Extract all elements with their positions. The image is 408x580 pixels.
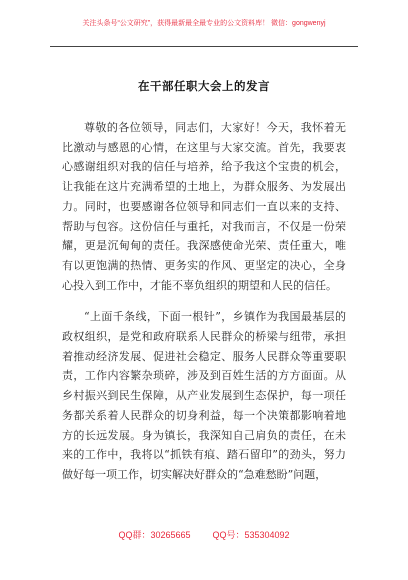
header-divider (50, 46, 358, 47)
paragraph-2: “上面千条线，下面一根针”，乡镇作为我国最基层的政权组织，是党和政府联系人民群众的桥梁与纽带，承担着推动经济发展、促进社会稳定、服务人民群众等重要职责，工作内容繁杂琐碎，涉及到百姓生活的方方面面。从乡村振兴到民生保障，从产业发展到生态保护，每一项任务都关系着人民群众的切身利益，每一个决策都影响着地方的长远发展。身为镇长，我深知自己肩负的责任，在未来的工作中，我将以“抓铁有痕、踏石留印”的劲头，努力做好每一项工作，切实解决好群众的“急难愁盼”问题， (62, 310, 346, 481)
header-banner: 关注头条号“公文研究”，获得最新最全最专业的公文资料库！ 微信：gongwenyj (82, 20, 326, 27)
document-body (62, 118, 346, 485)
footer-qq: QQ号：535304092 (212, 530, 290, 540)
footer (0, 528, 408, 541)
paragraph-1: 尊敬的各位领导，同志们，大家好！今天，我怀着无比激动与感恩的心情，在这里与大家交流。首先，我要衷心感谢组织对我的信任与培养，给予我这个宝贵的机会，让我能在这片充满希望的土地上，为群众服务、为发展出力。同时，也要感谢各位领导和同志们一直以来的支持、帮助与包容。这份信任与重托，对我而言，不仅是一份荣耀，更是沉甸甸的责任。我深感使命光荣、责任重大，唯有以更饱满的热情、更务实的作风、更坚定的决心，全身心投入到工作中，才能不辜负组织的期望和人民的信任。 (62, 121, 346, 292)
document-title: 在干部任职大会上的发言 (138, 79, 270, 93)
footer-qq-group: QQ群：30265665 (118, 530, 191, 540)
